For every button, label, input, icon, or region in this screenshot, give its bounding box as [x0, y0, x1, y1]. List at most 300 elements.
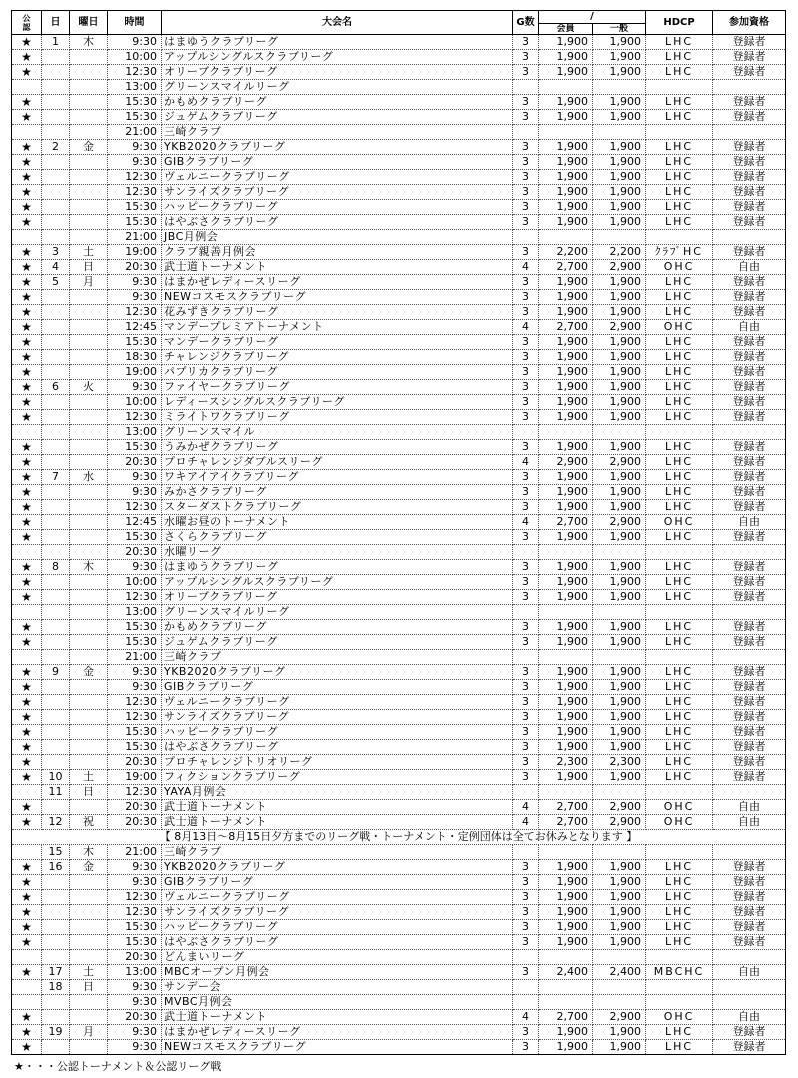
table-row [12, 695, 786, 710]
qualification-cell: 登録者 [713, 905, 786, 920]
official-star: ★ [12, 170, 42, 185]
time-cell: 12:45 [108, 320, 162, 335]
hdcp-cell: LHC [646, 725, 713, 740]
weekday-cell [70, 350, 108, 365]
table-row [12, 335, 786, 350]
event-name-cell: パプリカクラブリーグ [162, 365, 513, 380]
member-fee-cell: 2,700 [539, 320, 593, 335]
time-cell: 12:30 [108, 590, 162, 605]
day-cell [42, 50, 70, 65]
qualification-cell: 自由 [713, 800, 786, 815]
table-row [12, 635, 786, 650]
day-cell [42, 605, 70, 620]
day-cell [42, 800, 70, 815]
table-row [12, 620, 786, 635]
member-fee-cell: 1,900 [539, 725, 593, 740]
official-star: ★ [12, 380, 42, 395]
member-fee-cell: 1,900 [539, 695, 593, 710]
weekday-cell [70, 1010, 108, 1025]
time-cell: 15:30 [108, 935, 162, 950]
qualification-cell: 自由 [713, 1010, 786, 1025]
qualification-cell [713, 230, 786, 245]
hdcp-cell: LHC [646, 560, 713, 575]
member-fee-cell: 1,900 [539, 875, 593, 890]
table-row [12, 35, 786, 50]
time-cell: 15:30 [108, 635, 162, 650]
day-cell [42, 365, 70, 380]
general-fee-cell: 1,900 [593, 590, 646, 605]
hdcp-cell: OHC [646, 815, 713, 830]
qualification-cell: 自由 [713, 965, 786, 980]
official-star: ★ [12, 1010, 42, 1025]
weekday-cell: 金 [70, 860, 108, 875]
fee-header: / [539, 11, 646, 24]
hdcp-cell: LHC [646, 485, 713, 500]
hdcp-cell: LHC [646, 455, 713, 470]
event-name-cell: ハッピークラブリーグ [162, 920, 513, 935]
table-row [12, 455, 786, 470]
qualification-cell: 登録者 [713, 725, 786, 740]
weekday-cell [70, 455, 108, 470]
official-star [12, 950, 42, 965]
general-fee-cell: 1,900 [593, 485, 646, 500]
time-cell: 9:30 [108, 860, 162, 875]
qualification-cell [713, 125, 786, 140]
general-fee-cell: 1,900 [593, 935, 646, 950]
event-name-cell: はやぶさクラブリーグ [162, 740, 513, 755]
official-star: ★ [12, 65, 42, 80]
official-star: ★ [12, 710, 42, 725]
general-fee-cell [593, 950, 646, 965]
event-name-cell: ワキアイアイクラブリーグ [162, 470, 513, 485]
general-fee-cell: 1,900 [593, 440, 646, 455]
table-row [12, 470, 786, 485]
table-row [12, 215, 786, 230]
table-row [12, 125, 786, 140]
official-star: ★ [12, 470, 42, 485]
member-fee-cell: 2,700 [539, 815, 593, 830]
qualification-cell: 登録者 [713, 305, 786, 320]
time-cell: 15:30 [108, 200, 162, 215]
general-fee-cell [593, 425, 646, 440]
event-name-cell: アップルシングルスクラブリーグ [162, 50, 513, 65]
hdcp-cell: LHC [646, 290, 713, 305]
table-row [12, 50, 786, 65]
hdcp-cell [646, 995, 713, 1010]
member-fee-cell: 2,700 [539, 260, 593, 275]
hdcp-cell: LHC [646, 530, 713, 545]
table-row [12, 770, 786, 785]
event-name-cell: レディースシングルスクラブリーグ [162, 395, 513, 410]
games-cell: 3 [513, 155, 539, 170]
general-fee-cell: 1,900 [593, 380, 646, 395]
games-cell: 3 [513, 860, 539, 875]
day-cell [42, 890, 70, 905]
day-cell [42, 920, 70, 935]
event-name-cell: はまかぜレディースリーグ [162, 275, 513, 290]
qualification-cell: 登録者 [713, 470, 786, 485]
day-cell [42, 590, 70, 605]
hdcp-cell: LHC [646, 170, 713, 185]
qualification-cell: 登録者 [713, 875, 786, 890]
official-star: ★ [12, 350, 42, 365]
day-cell: 15 [42, 845, 70, 860]
time-cell: 20:30 [108, 1010, 162, 1025]
general-fee-cell: 1,900 [593, 200, 646, 215]
official-star: ★ [12, 440, 42, 455]
member-fee-cell: 1,900 [539, 140, 593, 155]
event-name-cell: ヴェルニークラブリーグ [162, 170, 513, 185]
table-row [12, 275, 786, 290]
day-cell [42, 200, 70, 215]
event-name-cell: ミライトワクラブリーグ [162, 410, 513, 425]
official-star: ★ [12, 575, 42, 590]
official-star [12, 80, 42, 95]
games-cell: 3 [513, 485, 539, 500]
member-fee-cell: 1,900 [539, 380, 593, 395]
table-row [12, 785, 786, 800]
general-fee-cell [593, 995, 646, 1010]
hdcp-cell: MBCHC [646, 965, 713, 980]
general-fee-cell: 1,900 [593, 50, 646, 65]
official-star: ★ [12, 365, 42, 380]
weekday-cell [70, 440, 108, 455]
legend-note: ★・・・公認トーナメント＆公認リーグ戦 [14, 1060, 222, 1073]
hdcp-cell: LHC [646, 590, 713, 605]
games-cell: 3 [513, 215, 539, 230]
weekday-header: 曜日 [70, 11, 108, 35]
member-fee-cell [539, 545, 593, 560]
member-fee-cell: 1,900 [539, 470, 593, 485]
hdcp-cell: LHC [646, 335, 713, 350]
event-name-cell: ヴェルニークラブリーグ [162, 695, 513, 710]
hdcp-cell: LHC [646, 695, 713, 710]
event-name-cell: グリーンスマイルリーグ [162, 80, 513, 95]
weekday-cell [70, 425, 108, 440]
member-fee-cell [539, 785, 593, 800]
hdcp-cell: LHC [646, 875, 713, 890]
member-fee-cell: 1,900 [539, 575, 593, 590]
time-header: 時間 [108, 11, 162, 35]
general-fee-cell: 1,900 [593, 620, 646, 635]
general-fee-cell: 1,900 [593, 920, 646, 935]
games-cell: 3 [513, 875, 539, 890]
day-cell: 9 [42, 665, 70, 680]
games-cell: 3 [513, 95, 539, 110]
games-cell: 3 [513, 305, 539, 320]
day-cell [42, 290, 70, 305]
official-star [12, 845, 42, 860]
qualification-cell: 登録者 [713, 680, 786, 695]
hdcp-cell: LHC [646, 215, 713, 230]
weekday-cell [70, 80, 108, 95]
weekday-cell [70, 95, 108, 110]
qualification-cell: 登録者 [713, 290, 786, 305]
event-name-cell: サンライズクラブリーグ [162, 710, 513, 725]
table-row [12, 875, 786, 890]
time-cell: 13:00 [108, 425, 162, 440]
qualification-cell: 登録者 [713, 185, 786, 200]
qualification-cell [713, 980, 786, 995]
general-fee-cell: 2,900 [593, 1010, 646, 1025]
official-star: ★ [12, 680, 42, 695]
member-fee-cell: 1,900 [539, 440, 593, 455]
day-cell [42, 950, 70, 965]
event-name-cell: クラブ親善月例会 [162, 245, 513, 260]
time-cell: 12:30 [108, 500, 162, 515]
time-cell: 12:30 [108, 890, 162, 905]
weekday-cell: 木 [70, 845, 108, 860]
member-fee-cell: 1,900 [539, 335, 593, 350]
games-cell: 4 [513, 320, 539, 335]
event-name-cell: 水曜お昼のトーナメント [162, 515, 513, 530]
member-fee-cell: 1,900 [539, 395, 593, 410]
table-row [12, 440, 786, 455]
games-cell: 3 [513, 710, 539, 725]
weekday-cell [70, 590, 108, 605]
member-fee-cell: 1,900 [539, 710, 593, 725]
member-fee-cell [539, 950, 593, 965]
hdcp-cell: LHC [646, 155, 713, 170]
weekday-cell [70, 50, 108, 65]
official-star: ★ [12, 35, 42, 50]
official-star: ★ [12, 860, 42, 875]
weekday-cell [70, 875, 108, 890]
event-name-cell: YKB2020クラブリーグ [162, 140, 513, 155]
official-star: ★ [12, 245, 42, 260]
qualification-cell: 登録者 [713, 440, 786, 455]
event-name-cell: チャレンジクラブリーグ [162, 350, 513, 365]
qualification-cell: 登録者 [713, 275, 786, 290]
qualification-cell: 登録者 [713, 140, 786, 155]
member-fee-cell: 1,900 [539, 500, 593, 515]
official-star: ★ [12, 530, 42, 545]
games-cell: 3 [513, 245, 539, 260]
general-fee-cell: 1,900 [593, 185, 646, 200]
games-cell [513, 845, 539, 860]
weekday-cell [70, 995, 108, 1010]
day-cell: 19 [42, 1025, 70, 1040]
hdcp-cell [646, 605, 713, 620]
general-fee-cell [593, 785, 646, 800]
event-name-cell: YKB2020クラブリーグ [162, 860, 513, 875]
event-name-cell: はやぶさクラブリーグ [162, 215, 513, 230]
day-cell [42, 215, 70, 230]
weekday-cell: 木 [70, 560, 108, 575]
time-cell: 13:00 [108, 965, 162, 980]
member-fee-cell: 1,900 [539, 65, 593, 80]
general-fee-cell: 1,900 [593, 635, 646, 650]
weekday-cell [70, 485, 108, 500]
day-cell [42, 410, 70, 425]
day-cell [42, 335, 70, 350]
day-cell [42, 545, 70, 560]
event-name-cell: はまゆうクラブリーグ [162, 560, 513, 575]
general-fee-cell: 1,900 [593, 500, 646, 515]
general-fee-cell: 1,900 [593, 110, 646, 125]
table-row [12, 185, 786, 200]
official-star: ★ [12, 515, 42, 530]
table-row [12, 980, 786, 995]
weekday-cell [70, 230, 108, 245]
qualification-cell: 登録者 [713, 350, 786, 365]
general-fee-cell: 1,900 [593, 170, 646, 185]
day-cell [42, 125, 70, 140]
weekday-cell: 土 [70, 965, 108, 980]
hdcp-cell [646, 125, 713, 140]
official-star: ★ [12, 800, 42, 815]
time-cell: 21:00 [108, 230, 162, 245]
official-star: ★ [12, 395, 42, 410]
hdcp-cell: LHC [646, 275, 713, 290]
day-cell: 10 [42, 770, 70, 785]
member-fee-cell: 1,900 [539, 185, 593, 200]
time-cell: 15:30 [108, 740, 162, 755]
official-star: ★ [12, 455, 42, 470]
official-star: ★ [12, 920, 42, 935]
event-name-cell: 三崎クラブ [162, 125, 513, 140]
weekday-cell: 日 [70, 980, 108, 995]
official-star: ★ [12, 1040, 42, 1055]
time-cell: 9:30 [108, 140, 162, 155]
games-cell: 3 [513, 110, 539, 125]
member-fee-cell: 1,900 [539, 275, 593, 290]
general-fee-cell: 1,900 [593, 695, 646, 710]
day-cell: 2 [42, 140, 70, 155]
day-cell [42, 620, 70, 635]
day-cell [42, 110, 70, 125]
hdcp-cell: LHC [646, 890, 713, 905]
qualification-cell: 登録者 [713, 530, 786, 545]
weekday-cell [70, 155, 108, 170]
general-fee-cell: 1,900 [593, 530, 646, 545]
games-cell: 3 [513, 440, 539, 455]
event-name-cell: かもめクラブリーグ [162, 95, 513, 110]
event-header: 大会名 [162, 11, 513, 35]
hdcp-cell: LHC [646, 500, 713, 515]
table-row [12, 575, 786, 590]
weekday-cell [70, 725, 108, 740]
general-fee-header: 一般 [593, 24, 646, 35]
qualification-cell: 自由 [713, 515, 786, 530]
event-name-cell: 武士道トーナメント [162, 1010, 513, 1025]
time-cell: 21:00 [108, 845, 162, 860]
hdcp-cell: LHC [646, 860, 713, 875]
official-star: ★ [12, 740, 42, 755]
general-fee-cell: 1,900 [593, 410, 646, 425]
member-fee-cell: 1,900 [539, 200, 593, 215]
general-fee-cell: 1,900 [593, 275, 646, 290]
official-star: ★ [12, 215, 42, 230]
time-cell: 9:30 [108, 380, 162, 395]
hdcp-cell: LHC [646, 665, 713, 680]
hdcp-cell: LHC [646, 350, 713, 365]
general-fee-cell [593, 80, 646, 95]
time-cell: 15:30 [108, 110, 162, 125]
qualification-cell: 登録者 [713, 95, 786, 110]
table-row [12, 950, 786, 965]
weekday-cell [70, 110, 108, 125]
time-cell: 15:30 [108, 530, 162, 545]
hdcp-cell: LHC [646, 200, 713, 215]
time-cell: 19:00 [108, 770, 162, 785]
weekday-cell: 火 [70, 380, 108, 395]
general-fee-cell: 1,900 [593, 95, 646, 110]
qualification-cell: 登録者 [713, 380, 786, 395]
weekday-cell [70, 290, 108, 305]
games-cell: 3 [513, 350, 539, 365]
official-star: ★ [12, 410, 42, 425]
event-name-cell: はまゆうクラブリーグ [162, 35, 513, 50]
day-cell: 18 [42, 980, 70, 995]
weekday-cell: 金 [70, 140, 108, 155]
day-cell [42, 935, 70, 950]
day-cell [42, 350, 70, 365]
general-fee-cell: 1,900 [593, 680, 646, 695]
day-cell [42, 425, 70, 440]
time-cell: 10:00 [108, 395, 162, 410]
qualification-cell: 登録者 [713, 500, 786, 515]
time-cell: 19:00 [108, 365, 162, 380]
weekday-cell [70, 215, 108, 230]
qualification-cell: 登録者 [713, 1040, 786, 1055]
qualification-cell: 登録者 [713, 1025, 786, 1040]
member-fee-cell: 1,900 [539, 1025, 593, 1040]
qualification-cell: 登録者 [713, 590, 786, 605]
games-cell: 4 [513, 260, 539, 275]
hdcp-cell: LHC [646, 365, 713, 380]
member-fee-cell [539, 995, 593, 1010]
member-fee-cell: 1,900 [539, 935, 593, 950]
time-cell: 15:30 [108, 920, 162, 935]
day-cell [42, 80, 70, 95]
day-cell [42, 755, 70, 770]
official-star [12, 650, 42, 665]
day-cell [42, 155, 70, 170]
day-cell [42, 170, 70, 185]
time-cell: 9:30 [108, 35, 162, 50]
table-row [12, 845, 786, 860]
qualification-cell: 登録者 [713, 215, 786, 230]
hdcp-cell [646, 785, 713, 800]
table-row [12, 1040, 786, 1055]
general-fee-cell: 1,900 [593, 35, 646, 50]
games-cell: 3 [513, 470, 539, 485]
qualification-cell: 登録者 [713, 920, 786, 935]
time-cell: 21:00 [108, 650, 162, 665]
time-cell: 18:30 [108, 350, 162, 365]
event-name-cell: プロチャレンジダブルスリーグ [162, 455, 513, 470]
games-cell: 3 [513, 770, 539, 785]
general-fee-cell: 1,900 [593, 890, 646, 905]
official-star: ★ [12, 110, 42, 125]
general-fee-cell: 1,900 [593, 305, 646, 320]
official-star: ★ [12, 155, 42, 170]
event-name-cell: YKB2020クラブリーグ [162, 665, 513, 680]
qualification-cell: 登録者 [713, 170, 786, 185]
weekday-cell [70, 1040, 108, 1055]
general-fee-cell: 2,900 [593, 260, 646, 275]
time-cell: 20:30 [108, 455, 162, 470]
member-fee-cell: 1,900 [539, 485, 593, 500]
member-fee-cell: 1,900 [539, 920, 593, 935]
table-row [12, 245, 786, 260]
time-cell: 20:30 [108, 815, 162, 830]
member-fee-cell: 1,900 [539, 860, 593, 875]
table-row [12, 395, 786, 410]
general-fee-cell: 1,900 [593, 875, 646, 890]
games-cell: 4 [513, 800, 539, 815]
